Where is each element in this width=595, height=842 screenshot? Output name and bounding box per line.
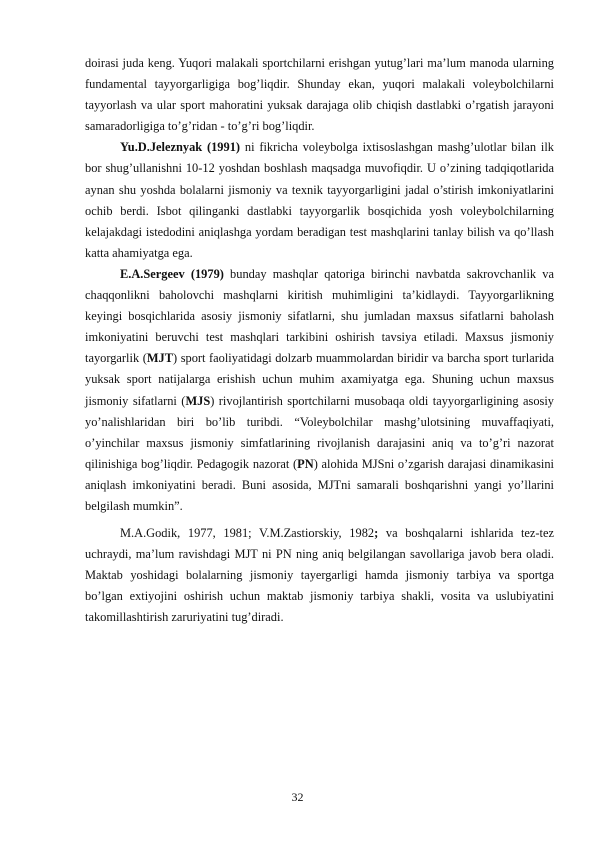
paragraph-3-text-1: bunday mashqlar qatoriga birinchi navbatda sakrovchanlik va chaqqonlikni baholovchi mashqlarni kiritish muhimligini ta’kidlaydi. Tayyorgarlikning keyingi bosqichlarida asosiy jismoniy sifatlarni, shu jumladan maxsus sifatlarni baholash imkoniyatini beruvchi test mashqlari tarkibini oshirish tavsiya etiladi. Maxsus jismoniy tayorgarlik ( bbox=[85, 266, 554, 366]
paragraph-1-text: doirasi juda keng. Yuqori malakali sportchilarni erishgan yutug’lari ma’lum manoda ularning fundamental tayyorgarligiga bog’liqdir. Shunday ekan, yuqori malakali voleybolchilarni tayyorlash va ular sport mahoratini yuksak darajaga olib chiqish dastlabki o’rgatish jarayoni samaradorligiga to’g’ridan - to’g’ri bog’liqdir. bbox=[85, 56, 554, 134]
paragraph-3-text-4: ) alohida MJSni o’zgarish darajasi dinamikasini aniqlash imkoniyatini beradi. Buni asosida, MJTni samarali boshqarishni yangi yo’llarini belgilash mumkin”. bbox=[85, 456, 554, 513]
abbreviation-mjt: MJT bbox=[146, 351, 173, 366]
reference-separator: ; bbox=[374, 526, 379, 541]
author-reference-sergeev: E.A.Sergeev (1979) bbox=[120, 266, 224, 281]
page-number: 32 bbox=[291, 790, 304, 804]
author-reference-jeleznyak: Yu.D.Jeleznyak (1991) bbox=[120, 140, 241, 155]
paragraph-4 bbox=[85, 523, 554, 628]
paragraph-3-text-2: ) sport faoliyatidagi dolzarb muammolardan biridir va barcha sport turlarida yuksak sport natijalarga erishish uchun muhim axamiyatga ega. Shuning uchun maxsus jismoniy sifatlarni ( bbox=[85, 351, 554, 408]
paragraph-2 bbox=[85, 137, 554, 264]
paragraph-3 bbox=[85, 264, 554, 517]
paragraph-1 bbox=[85, 53, 554, 137]
abbreviation-pn: PN bbox=[297, 456, 314, 471]
author-reference-godik: M.A.Godik, 1977, 1981; V.M.Zastiorskiy, 1982 bbox=[120, 526, 375, 541]
paragraph-3-text-3: ) rivojlantirish sportchilarni musobaqa oldi tayyorgarligining asosiy yo’nalishlaridan biri bo’lib turibdi. “Voleybolchilar mashg’ulotsining muvaffaqiyati, o’yinchilar maxsus jismoniy simfatlarining rivojlanish darajasini aniq va to’g’ri nazorat qilinishiga bog’liqdir. Pedagogik nazorat ( bbox=[85, 393, 554, 471]
abbreviation-mjs: MJS bbox=[185, 393, 211, 408]
paragraph-2-text: ni fikricha voleybolga ixtisoslashgan mashg’ulotlar bilan ilk bor shug’ullanishni 10-12 yoshdan boshlash maqsadga muvofiqdir. U o’zining tadqiqotlarida aynan shu yoshda bolalarni jismoniy va texnik tayyorgarligini jadal o’stirish imkoniyatlarini ochib berdi. Isbot qilinganki dastlabki tayyorgarlik bosqichida yosh voleybolchilarning kelajakdagi istedodini aniqlashga yordam beradigan test mashqlarini tanlay bilish va qo’llash katta ahamiyatga ega. bbox=[85, 140, 554, 260]
document-page bbox=[85, 53, 554, 629]
paragraph-4-text: va boshqalarni ishlarida tez-tez uchraydi, ma’lum ravishdagi MJT ni PN ning aniq belgilangan savollariga javob bera oladi. Maktab yoshidagi bolalarning jismoniy tayergarligi hamda jismoniy tarbiya va sportga bo’lgan extiyojini oshirish uchun maktab jismoniy tarbiya shakli, vosita va uslubiyatini takomillashtirish zaruriyatini tug’diradi. bbox=[85, 526, 554, 625]
